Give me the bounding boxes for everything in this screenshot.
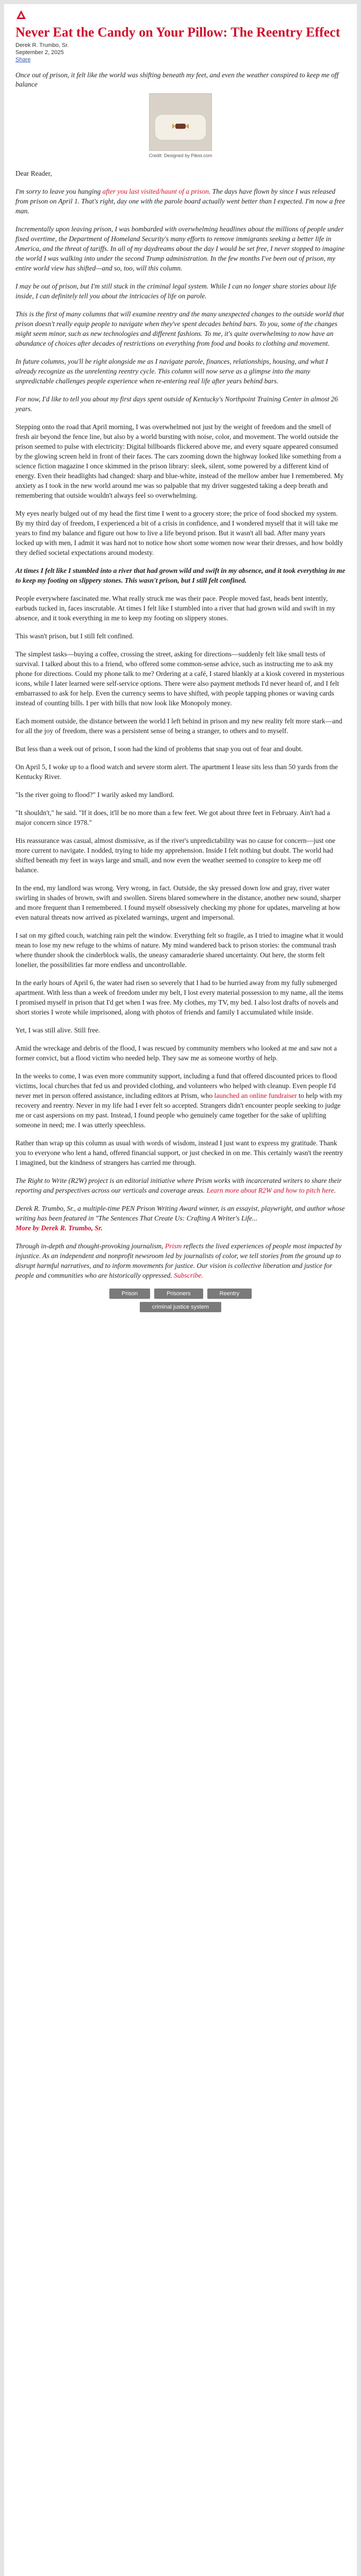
paragraph: People everywhere fascinated me. What really struck me was their pace. People moved fast, heads bent intently, earbuds tucked in, faces inscrutable. At times I felt like I stumbled into a river that had grown wild and swift in my absence, and it took everything in me to keep my footing on slippery stones. bbox=[15, 595, 336, 622]
share-link[interactable]: Share bbox=[15, 57, 31, 63]
pillow-candy-image-icon bbox=[150, 94, 211, 150]
paragraph: His reassurance was casual, almost dismissive, as if the river's unpredictability was no cause for concern—just one more current to navigate. I nodded, trying to hide my apprehension. Inside I felt nothing but doubt. The world had shifted beneath my feet in ways large and small, and now even the weather seemed to conspire to keep me off balance. bbox=[15, 837, 336, 874]
article-dek: Once out of prison, it felt like the world was shifting beneath my feet, and even the weather conspired to keep me off balance bbox=[15, 71, 339, 88]
paragraph: Rather than wrap up this column as usual with words of wisdom, instead I just want to express my gratitude. Thank you to everyone who lent a hand, offered financial support, or just checked in on me. This certainly wasn't the reentry I imagined, but the kindness of strangers has carried me through. bbox=[15, 1139, 343, 1166]
paragraph: This is the first of many columns that will examine reentry and the many unexpected changes to the outside world that prison doesn't really equip people to navigate when they've spent decades behind bars. To you, some of the changes might seem minor, such as new technologies and different fashions. To me, it's quite overwhelming to now have an abundance of choices after decades of restrictions on everything from food and books to clothing and movement. bbox=[15, 310, 344, 347]
paragraph: Yet, I was still alive. Still free. bbox=[15, 1026, 100, 1034]
publish-date: September 2, 2025 bbox=[15, 49, 64, 56]
tag-criminal-justice[interactable]: criminal justice system bbox=[140, 1302, 221, 1312]
subscribe-link[interactable]: Subscribe. bbox=[174, 1272, 203, 1279]
paragraph: Incrementally upon leaving prison, I was bombarded with overwhelming headlines about the millions of people under fixed overtime, the Department of Homeland Security's many efforts to remove immigrants seeking a better life in America, and the threat of tariffs. In all of my daydreams about the day I would be set free, I never stopped to imagine the world I was walking into under the second Trump administration. In the few months I've been out of prison, my entire world view has shifted—and so, too, will this column. bbox=[15, 225, 345, 272]
tag-reentry[interactable]: Reentry bbox=[207, 1289, 252, 1299]
prism-logo-icon bbox=[15, 9, 27, 21]
paragraph: "It shouldn't," he said. "If it does, it'll be no more than a few feet. We got about three feet in February. Ain't had a major concern since 1978." bbox=[15, 809, 330, 826]
paragraph: But less than a week out of prison, I soon had the kind of problems that snap you out of fear and doubt. bbox=[15, 745, 303, 753]
article-photo bbox=[149, 93, 212, 151]
paragraph: For now, I'd like to tell you about my first days spent outside of Kentucky's Northpoint Training Center in almost 26 years. bbox=[15, 395, 338, 413]
paragraph: In future columns, you'll be right alongside me as I navigate parole, finances, relationships, housing, and what I already recognize as the unrelenting reentry cycle. This column will now serve as a glimpse into the many unpredictable challenges people experience when re-entering real life after years behind bars. bbox=[15, 358, 328, 385]
pull-quote: At times I felt like I stumbled into a river that had grown wild and swift in my absence, and it took everything in me to keep my footing on slippery stones. This wasn't prison, but I still felt confined. bbox=[15, 567, 346, 584]
tag-list bbox=[15, 1289, 346, 1299]
previous-column-link[interactable]: after you last visited/haunt of a prison bbox=[102, 188, 209, 195]
paragraph: In the weeks to come, I was even more community support, including a fund that offered discounted prices to flood victims, local churches that fed us and provided clothing, and volunteers who helped with cleanup. Even people I'd never met in person offered assistance, including editors at Prism, who launched an online fundraiser to help with my recovery and reentry. Never in my life had I ever felt so accepted. Strangers didn't encounter people seeking to judge me or cast aspersions on my past. Instead, I found people who genuinely came together for the sake of uplifting someone in need; me. I was utterly speechless. bbox=[15, 1072, 343, 1129]
paragraph: In the end, my landlord was wrong. Very wrong, in fact. Outside, the sky pressed down low and gray, river water swirling in shades of brown, swift and swollen. Sirens blared somewhere in the distance, another new sound, sharper and more frequent than I remembered. I found myself obsessively checking my phone for updates, marveling at how even natural threats now arrived as pixelated warnings, urgent and impersonal. bbox=[15, 884, 341, 921]
paragraph: Stepping onto the road that April morning, I was overwhelmed not just by the weight of freedom and the smell of fresh air beyond the fence line, but also by a world bursting with noise, color, and movement. The world outside the prison seemed to pulse with electricity: Digital billboards flickered above me, and every square appeared consumed by the glowing screen held in front of their faces. The cars zooming down the highway looked like something from a science fiction magazine I once skimmed in the prison library: sleek, silent, some powered by a different kind of energy. Even their headlights had changed: sharp and blue-white, instead of the mellow amber hue I remembered. My anxiety as I took in the new world around me was so palpable that my driver suggested taking a deep breath and remembering that outside wouldn't always feel so overwhelming. bbox=[15, 423, 344, 499]
article-container bbox=[15, 9, 346, 1312]
author-name: Derek R. Trumbo, Sr. bbox=[15, 42, 69, 48]
r2w-pitch-link[interactable]: Learn more about R2W and how to pitch here bbox=[206, 1187, 334, 1194]
prism-link[interactable]: Prism bbox=[165, 1242, 182, 1250]
more-by-author-link[interactable]: More by Derek R. Trumbo, Sr. bbox=[15, 1224, 103, 1232]
paragraph: I'm sorry to leave you hanging after you last visited/haunt of a prison. The days have flown by since I was released from prison on April 1. That's right, day one with the parole board actually went better than I expected. I'm now a free man. bbox=[15, 188, 346, 215]
paragraph: My eyes nearly bulged out of my head the first time I went to a grocery store; the price of food shocked my system. By my third day of freedom, I experienced a bit of a crisis in confidence, and I wondered myself that it will take me years to find my balance and figure out how to live a life beyond prison. But it wasn't all bad. After many years locked up with men, I admit it was hard not to notice how short some women now wear their dresses, and how boldly they defied societal expectations around modesty. bbox=[15, 510, 343, 556]
tag-list-row-2 bbox=[15, 1302, 346, 1312]
paragraph: On April 5, I woke up to a flood watch and severe storm alert. The apartment I lease sits less than 50 yards from the Kentucky River. bbox=[15, 763, 338, 781]
paragraph: I may be out of prison, but I'm still stuck in the criminal legal system. While I can no longer share stories about life inside, I can definitely tell you about the intricacies of life on parole. bbox=[15, 282, 337, 300]
article-body bbox=[15, 168, 346, 1280]
tag-prison[interactable]: Prison bbox=[109, 1289, 150, 1299]
paragraph: Each moment outside, the distance between the world I left behind in prison and my new reality felt more stark—and for all the joy of freedom, there was a persistent sense of being a stranger, to others and to myself. bbox=[15, 717, 342, 735]
tag-prisoners[interactable]: Prisoners bbox=[154, 1289, 203, 1299]
paragraph: This wasn't prison, but I still felt confined. bbox=[15, 632, 134, 640]
article-meta bbox=[15, 42, 346, 63]
salutation: Dear Reader, bbox=[15, 170, 52, 177]
newsletter-panel bbox=[4, 4, 357, 2576]
paragraph: "Is the river going to flood?" I warily asked my landlord. bbox=[15, 791, 174, 799]
paragraph: The simplest tasks—buying a coffee, crossing the street, asking for directions—suddenly felt like small tests of survival. I talked about this to a friend, who offered some common-sense advice, such as instructing me to ask my phone for directions. Could my phone talk to me? Ordering at a café, I stared blankly at a kiosk covered in mysterious icons, while I later learned were self-service options. There were also payment methods I'd never heard of, and I felt embarrassed to ask for help. Even the currency seems to have shifted, with people tapping phones or waving cards instead of counting bills. I per with bills that now look like Monopoly money. bbox=[15, 650, 344, 707]
author-bio: Derek R. Trumbo, Sr., a multiple-time PEN Prison Writing Award winner, is an essayist, playwright, and author whose writing has been featured in "The Sentences That Create Us: Crafting A Writer's Life... More by Derek R. Trumbo, Sr. bbox=[15, 1205, 345, 1232]
photo-credit: Credit: Designed by Pikist.com bbox=[149, 153, 212, 158]
paragraph: Amid the wreckage and debris of the flood, I was rescued by community members who looked at me and saw not a former convict, but a flood victim who needed help. They saw me as someone worthy of help. bbox=[15, 1044, 337, 1062]
prism-about: Through in-depth and thought-provoking journalism, Prism reflects the lived experiences of people most impacted by injustice. As an independent and nonprofit newsroom led by journalists of color, we tell stories from the ground up to disrupt harmful narratives, and to inform movements for justice. Our vision is collective liberation and justice for people and communities who are historically oppressed. Subscribe. bbox=[15, 1242, 342, 1279]
article-title: Never Eat the Candy on Your Pillow: The Reentry Effect bbox=[15, 25, 340, 40]
r2w-note: The Right to Write (R2W) project is an editorial initiative where Prism works with incarcerated writers to share their reporting and perspectives across our verticals and coverage areas. Learn more about R2W and how to pitch here. bbox=[15, 1177, 342, 1194]
paragraph: In the early hours of April 6, the water had risen so severely that I had to be hurried away from my fully submerged apartment. With less than a week of freedom under my belt, I lost every material possession to my name, all the items I promised myself in prison that I'd get when I was free. My clothes, my TV, my bed. I also lost drafts of novels and short stories I wrote while imprisoned, along with photos of friends and family I accumulated while inside. bbox=[15, 979, 343, 1016]
paragraph: I sat on my gifted couch, watching rain pelt the window. Everything felt so fragile, as I tried to imagine what it would mean to lose my new refuge to the whims of nature. My mind wandered back to prison stories: the communal trash where thunder shook the cinderblock walls, the uneasy camaraderie shared uncertainty. Out here, the storm felt lonelier, the possibilities far more endless and uncontrollable. bbox=[15, 931, 343, 969]
fundraiser-link[interactable]: launched an online fundraiser bbox=[214, 1092, 297, 1099]
